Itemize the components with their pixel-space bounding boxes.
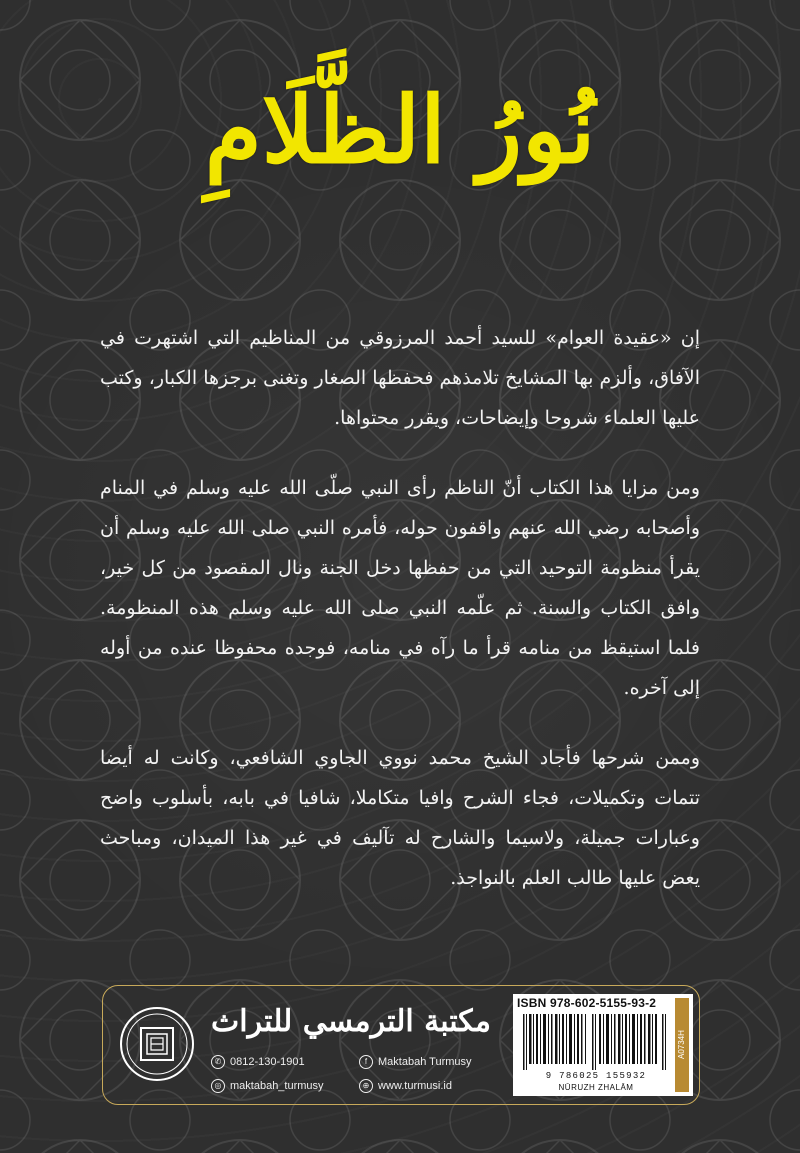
phone-number: 0812-130-1901 [230,1056,305,1068]
contact-row [211,1052,491,1072]
instagram-contact [211,1076,324,1096]
facebook-handle: Maktabah Turmusy [378,1056,472,1068]
blurb-paragraph: إن «عقيدة العوام» للسيد أحمد المرزوقي من المناظيم التي اشتهرت في الآفاق، وألزم بها المشايخ تلامذهم فحفظها الصغار وتغنى برجزها الكبار، وكتب عليها العلماء شروحا وإيضاحات، ويقرر محتواها. [100,327,700,429]
contact-row [211,1076,491,1096]
publisher-name: مكتبة الترمسي للتراث [211,1004,491,1039]
barcode-digits: 9 786025 155932 [545,1071,647,1081]
book-title: نُورُ الظَّلَامِ [204,76,596,184]
publisher-panel [102,985,700,1105]
blurb-paragraph: وممن شرحها فأجاد الشيخ محمد نووي الجاوي الشافعي، وكانت له أيضا تتمات وتكميلات، فجاء الشرح وافيا متكاملا، شافيا في بابه، بأسلوب واضح وعبارات جميلة، ولاسيما والشارح له تآليف في غير هذا الميدان، ومباحث يعض عليها طالب العلم بالنواجذ. [100,747,700,889]
barcode-block [513,994,693,1096]
instagram-icon: ◎ [211,1079,225,1093]
barcode-book-name: NŪRUZH ZHALĀM [558,1083,634,1092]
facebook-icon: f [359,1055,373,1069]
blurb [100,318,700,928]
side-code-label: A0734H [675,998,689,1092]
website-contact [359,1076,452,1096]
whatsapp-icon: ✆ [211,1055,225,1069]
website-url: www.turmusi.id [378,1080,452,1092]
instagram-handle: maktabah_turmusy [230,1080,324,1092]
barcode-image [521,1014,671,1070]
blurb-paragraph: ومن مزايا هذا الكتاب أنّ الناظم رأى النبي صلّى الله عليه وسلم في المنام وأصحابه رضي الله عنهم واقفون حوله، فأمره النبي صلى الله عليه وسلم أن يقرأ منظومة التوحيد التي من حفظها دخل الجنة ونال المقصود من كل خير، وافق الكتاب والسنة. ثم علّمه النبي صلى الله عليه وسلم هذه المنظومة. فلما استيقظ من منامه قرأ ما رآه في منامه، فوجده محفوظا عنده من أوله إلى آخره. [100,477,700,699]
facebook-contact [359,1052,472,1072]
phone-contact [211,1052,305,1072]
globe-icon: ⊕ [359,1079,373,1093]
isbn-number: ISBN 978-602-5155-93-2 [517,996,657,1010]
publisher-info [111,994,501,1096]
publisher-seal-logo [117,1004,197,1084]
